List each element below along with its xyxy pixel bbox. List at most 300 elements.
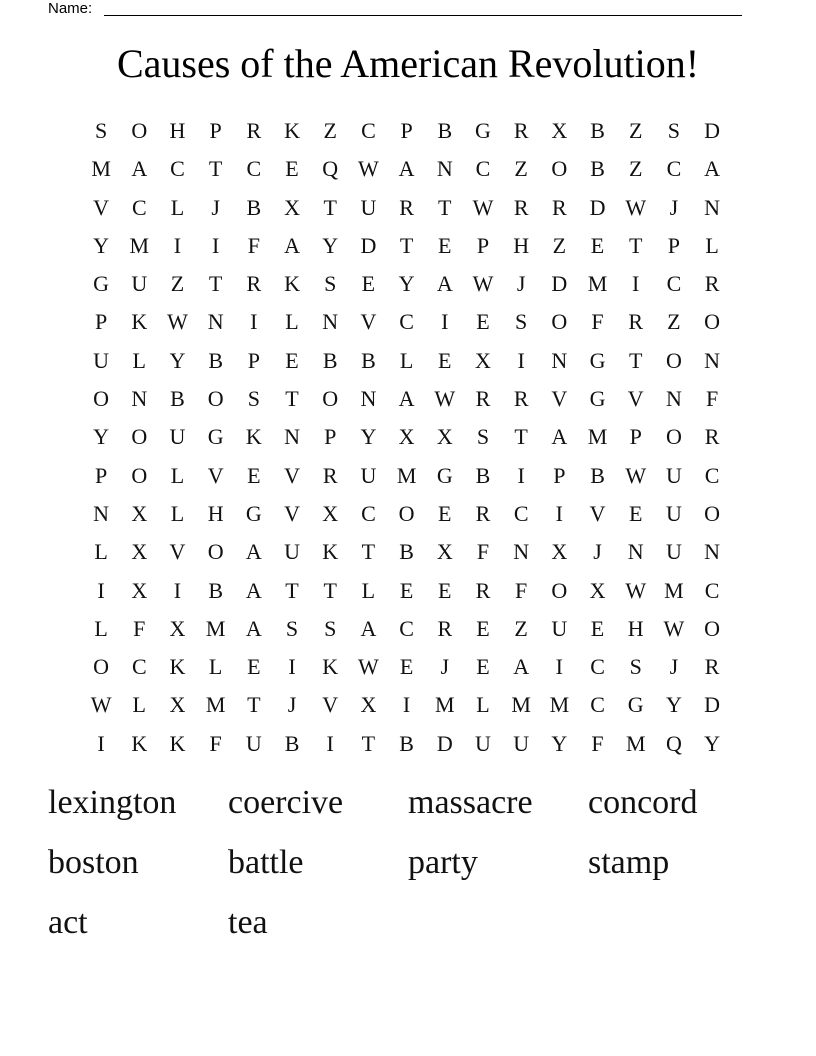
grid-letter: Y: [551, 730, 568, 756]
grid-letter: N: [627, 539, 644, 565]
grid-letter: T: [323, 577, 337, 603]
grid-letter: V: [360, 309, 377, 335]
grid-letter: X: [551, 539, 568, 565]
grid-letter: M: [435, 692, 455, 718]
grid-letter: Y: [398, 271, 415, 297]
grid-letter: Z: [170, 271, 185, 297]
grid-letter: O: [704, 615, 721, 641]
grid-letter: G: [589, 347, 606, 373]
word-list-item: concord: [588, 784, 698, 821]
grid-letter: W: [625, 194, 647, 220]
grid-letter: O: [704, 309, 721, 335]
grid-letter: A: [436, 271, 453, 297]
grid-row: [82, 648, 731, 686]
grid-letter: L: [399, 347, 414, 373]
grid-letter: T: [208, 156, 223, 182]
grid-letter: O: [398, 500, 415, 526]
grid-letter: M: [511, 692, 531, 718]
grid-row: [82, 725, 731, 763]
grid-letter: N: [131, 386, 148, 412]
grid-letter: R: [475, 500, 491, 526]
grid-letter: X: [169, 615, 186, 641]
grid-letter: X: [169, 692, 186, 718]
grid-letter: G: [436, 462, 453, 488]
grid-letter: I: [326, 730, 334, 756]
grid-letter: T: [628, 347, 643, 373]
grid-letter: O: [665, 424, 682, 450]
grid-letter: C: [475, 156, 491, 182]
grid-letter: C: [704, 462, 720, 488]
grid-letter: I: [288, 654, 296, 680]
grid-letter: L: [94, 615, 108, 641]
grid-letter: B: [437, 118, 453, 143]
grid-letter: A: [398, 386, 415, 412]
grid-letter: P: [629, 424, 642, 450]
grid-row: [82, 265, 731, 303]
grid-letter: F: [247, 232, 260, 258]
grid-letter: E: [361, 271, 376, 297]
grid-letter: C: [666, 271, 682, 297]
grid-letter: J: [211, 194, 220, 220]
grid-letter: E: [438, 232, 452, 258]
grid-row: [82, 457, 731, 495]
grid-letter: V: [93, 194, 110, 220]
grid-letter: V: [627, 386, 644, 412]
grid-letter: G: [475, 118, 491, 143]
grid-letter: B: [399, 539, 414, 565]
grid-letter: O: [704, 500, 721, 526]
grid-letter: M: [205, 692, 226, 718]
grid-letter: K: [169, 730, 186, 756]
grid-letter: I: [250, 309, 258, 335]
grid-letter: F: [476, 539, 490, 565]
grid-letter: T: [399, 232, 414, 258]
grid-letter: A: [284, 232, 300, 258]
grid-letter: T: [361, 730, 376, 756]
grid-letter: E: [590, 615, 605, 641]
grid-letter: L: [705, 232, 719, 258]
grid-letter: L: [476, 692, 490, 718]
grid-row: [82, 495, 731, 533]
name-underline: [104, 15, 742, 16]
grid-letter: B: [322, 347, 338, 373]
grid-letter: E: [247, 462, 261, 488]
grid-letter: I: [555, 500, 563, 526]
grid-letter: C: [361, 118, 376, 143]
grid-letter: A: [513, 654, 530, 680]
grid-letter: T: [247, 692, 261, 718]
word-search-grid: [82, 112, 731, 763]
grid-letter: V: [551, 386, 568, 412]
grid-letter: W: [663, 615, 685, 641]
grid-letter: G: [207, 424, 224, 450]
grid-letter: K: [322, 539, 339, 565]
word-list-item: tea: [228, 904, 268, 941]
grid-letter: N: [436, 156, 453, 182]
grid-letter: U: [360, 194, 377, 220]
grid-letter: V: [322, 692, 339, 718]
grid-letter: X: [131, 539, 148, 565]
grid-letter: I: [517, 462, 525, 488]
grid-letter: Z: [628, 156, 643, 182]
grid-letter: U: [665, 462, 682, 488]
grid-letter: K: [284, 118, 300, 143]
grid-letter: R: [628, 309, 644, 335]
grid-letter: U: [665, 539, 682, 565]
grid-letter: E: [476, 615, 490, 641]
grid-letter: H: [627, 615, 644, 641]
grid-letter: I: [632, 271, 640, 297]
grid-letter: L: [361, 577, 376, 603]
grid-letter: N: [665, 386, 682, 412]
word-list-item: coercive: [228, 784, 344, 821]
grid-letter: H: [513, 232, 530, 258]
grid-letter: C: [513, 500, 529, 526]
grid-letter: E: [438, 577, 452, 603]
grid-row: [82, 303, 731, 341]
grid-row: [82, 533, 731, 571]
grid-letter: V: [589, 500, 606, 526]
grid-letter: N: [704, 347, 721, 373]
grid-letter: Q: [322, 156, 339, 182]
grid-letter: W: [472, 271, 494, 297]
grid-letter: R: [704, 271, 720, 297]
grid-letter: O: [131, 462, 148, 488]
grid-letter: T: [208, 271, 223, 297]
grid-letter: T: [514, 424, 528, 450]
name-label: Name:: [48, 0, 93, 17]
grid-letter: S: [285, 615, 299, 641]
grid-letter: O: [665, 347, 682, 373]
grid-letter: A: [704, 156, 721, 182]
grid-letter: O: [93, 654, 110, 680]
grid-letter: O: [207, 386, 224, 412]
grid-letter: X: [436, 424, 453, 450]
grid-letter: I: [173, 232, 182, 258]
grid-row: [82, 686, 731, 724]
grid-letter: R: [513, 118, 529, 143]
grid-letter: T: [285, 386, 299, 412]
grid-letter: V: [169, 539, 186, 565]
grid-letter: M: [396, 462, 417, 488]
grid-letter: L: [94, 539, 108, 565]
grid-letter: R: [322, 462, 338, 488]
grid-letter: Y: [322, 232, 339, 258]
grid-letter: Z: [323, 118, 337, 143]
grid-letter: C: [590, 692, 605, 718]
grid-letter: R: [513, 386, 529, 412]
grid-letter: C: [246, 156, 262, 182]
grid-letter: N: [207, 309, 224, 335]
grid-letter: M: [664, 577, 684, 603]
grid-letter: N: [360, 386, 377, 412]
grid-letter: Z: [514, 615, 528, 641]
grid-letter: N: [322, 309, 339, 335]
grid-letter: S: [247, 386, 260, 412]
word-list-item: massacre: [408, 784, 533, 821]
grid-letter: J: [287, 692, 297, 718]
grid-letter: O: [322, 386, 339, 412]
grid-letter: H: [207, 500, 224, 526]
grid-letter: U: [284, 539, 300, 565]
grid-letter: P: [209, 118, 222, 143]
word-list-item: party: [408, 844, 478, 881]
name-field: [48, 0, 742, 18]
grid-row: [82, 610, 731, 648]
grid-letter: L: [170, 194, 185, 220]
grid-letter: G: [93, 271, 110, 297]
grid-letter: Z: [552, 232, 567, 258]
grid-letter: H: [169, 118, 186, 143]
grid-letter: K: [284, 271, 300, 297]
grid-letter: W: [625, 577, 647, 603]
grid-letter: P: [247, 347, 260, 373]
grid-letter: A: [245, 577, 262, 603]
grid-letter: I: [211, 232, 220, 258]
grid-letter: A: [551, 424, 568, 450]
grid-letter: I: [97, 577, 105, 603]
grid-letter: X: [475, 347, 491, 373]
grid-letter: D: [704, 692, 721, 718]
grid-letter: T: [438, 194, 452, 220]
grid-letter: N: [551, 347, 568, 373]
grid-letter: A: [360, 615, 377, 641]
grid-letter: X: [284, 194, 300, 220]
grid-letter: Z: [628, 118, 643, 143]
grid-letter: K: [322, 654, 339, 680]
word-list-item: boston: [48, 844, 139, 881]
grid-letter: R: [246, 271, 262, 297]
grid-letter: Z: [514, 156, 528, 182]
grid-letter: K: [131, 730, 148, 756]
grid-letter: J: [516, 271, 526, 297]
grid-letter: T: [285, 577, 299, 603]
grid-letter: K: [131, 309, 148, 335]
grid-letter: E: [247, 654, 261, 680]
grid-letter: I: [441, 309, 449, 335]
grid-letter: X: [131, 500, 148, 526]
grid-letter: X: [131, 577, 148, 603]
grid-letter: N: [284, 424, 300, 450]
grid-letter: E: [476, 654, 490, 680]
grid-letter: J: [593, 539, 602, 565]
grid-row: [82, 189, 731, 227]
grid-letter: N: [704, 194, 721, 220]
grid-letter: B: [590, 462, 605, 488]
grid-letter: G: [627, 692, 644, 718]
grid-letter: Q: [665, 730, 682, 756]
grid-letter: X: [436, 539, 453, 565]
grid-letter: B: [208, 347, 223, 373]
grid-letter: C: [361, 500, 376, 526]
grid-letter: I: [97, 730, 105, 756]
grid-letter: P: [553, 462, 566, 488]
grid-letter: Y: [169, 347, 186, 373]
grid-letter: F: [209, 730, 222, 756]
grid-letter: L: [285, 309, 299, 335]
grid-letter: K: [245, 424, 262, 450]
grid-letter: C: [131, 654, 147, 680]
grid-letter: S: [476, 424, 490, 450]
grid-letter: E: [399, 577, 414, 603]
grid-letter: P: [476, 232, 490, 258]
grid-letter: M: [587, 424, 608, 450]
grid-letter: W: [90, 692, 112, 718]
grid-letter: J: [669, 654, 679, 680]
grid-letter: C: [399, 615, 414, 641]
grid-letter: I: [517, 347, 525, 373]
page-title: Causes of the American Revolution!: [116, 41, 700, 86]
grid-letter: T: [361, 539, 376, 565]
grid-letter: E: [438, 500, 452, 526]
grid-letter: X: [551, 118, 568, 143]
grid-letter: L: [170, 500, 185, 526]
grid-letter: X: [360, 692, 377, 718]
grid-letter: M: [587, 271, 608, 297]
grid-letter: S: [324, 615, 337, 641]
grid-letter: I: [402, 692, 411, 718]
grid-letter: T: [323, 194, 337, 220]
grid-letter: F: [705, 386, 719, 412]
grid-letter: U: [93, 347, 110, 373]
grid-letter: L: [208, 654, 223, 680]
grid-letter: D: [360, 232, 377, 258]
grid-letter: P: [400, 118, 413, 143]
grid-letter: B: [590, 156, 605, 182]
grid-letter: A: [398, 156, 415, 182]
grid-letter: P: [94, 462, 108, 488]
word-list: [48, 778, 768, 958]
grid-letter: Y: [360, 424, 377, 450]
grid-letter: Y: [704, 730, 721, 756]
grid-letter: W: [358, 654, 379, 680]
grid-letter: L: [170, 462, 185, 488]
grid-letter: U: [245, 730, 262, 756]
grid-letter: L: [132, 347, 146, 373]
grid-letter: E: [285, 156, 299, 182]
grid-letter: C: [170, 156, 185, 182]
grid-letter: O: [551, 309, 568, 335]
grid-letter: Y: [93, 424, 110, 450]
grid-letter: E: [285, 347, 299, 373]
grid-letter: A: [245, 539, 262, 565]
grid-letter: E: [438, 347, 452, 373]
grid-letter: E: [628, 500, 643, 526]
grid-letter: M: [129, 232, 150, 258]
grid-letter: T: [628, 232, 643, 258]
grid-letter: M: [549, 692, 570, 718]
grid-row: [82, 227, 731, 265]
grid-letter: C: [666, 156, 682, 182]
grid-letter: R: [704, 424, 720, 450]
grid-letter: O: [131, 424, 148, 450]
grid-letter: N: [704, 539, 721, 565]
grid-letter: M: [205, 615, 226, 641]
word-list-item: act: [48, 904, 88, 941]
grid-letter: D: [704, 118, 721, 143]
grid-letter: N: [513, 539, 530, 565]
grid-letter: U: [169, 424, 186, 450]
grid-letter: R: [437, 615, 453, 641]
grid-letter: S: [94, 118, 108, 143]
grid-letter: A: [131, 156, 148, 182]
grid-letter: B: [170, 386, 185, 412]
grid-letter: U: [475, 730, 491, 756]
grid-letter: X: [322, 500, 339, 526]
grid-letter: C: [590, 654, 605, 680]
grid-letter: V: [284, 500, 300, 526]
grid-letter: E: [399, 654, 414, 680]
grid-letter: R: [399, 194, 414, 220]
grid-letter: D: [436, 730, 453, 756]
grid-letter: B: [475, 462, 491, 488]
word-list-item: stamp: [588, 844, 670, 881]
grid-letter: G: [589, 386, 606, 412]
grid-letter: X: [398, 424, 415, 450]
grid-row: [82, 112, 731, 150]
grid-letter: I: [173, 577, 182, 603]
grid-letter: J: [669, 194, 679, 220]
grid-letter: R: [475, 577, 491, 603]
grid-letter: B: [208, 577, 223, 603]
grid-letter: A: [245, 615, 262, 641]
grid-letter: C: [704, 577, 720, 603]
grid-letter: E: [590, 232, 605, 258]
grid-letter: Y: [93, 232, 110, 258]
grid-letter: F: [591, 730, 604, 756]
grid-letter: G: [245, 500, 262, 526]
grid-letter: U: [513, 730, 530, 756]
grid-letter: J: [440, 654, 450, 680]
grid-letter: O: [207, 539, 224, 565]
grid-letter: B: [361, 347, 376, 373]
grid-letter: F: [133, 615, 146, 641]
grid-row: [82, 150, 731, 188]
grid-letter: B: [246, 194, 262, 220]
grid-letter: U: [551, 615, 568, 641]
grid-letter: S: [629, 654, 642, 680]
grid-letter: N: [93, 500, 110, 526]
grid-letter: O: [93, 386, 110, 412]
grid-letter: L: [132, 692, 146, 718]
grid-letter: V: [284, 462, 300, 488]
grid-row: [82, 380, 731, 418]
grid-row: [82, 418, 731, 456]
grid-letter: X: [589, 577, 606, 603]
grid-row: [82, 342, 731, 380]
grid-letter: P: [94, 309, 108, 335]
grid-letter: B: [399, 730, 414, 756]
grid-letter: F: [591, 309, 604, 335]
grid-letter: R: [552, 194, 567, 220]
word-list-item: battle: [228, 844, 304, 881]
grid-letter: C: [131, 194, 147, 220]
grid-letter: M: [91, 156, 111, 182]
grid-letter: C: [399, 309, 414, 335]
grid-letter: O: [551, 577, 568, 603]
grid-letter: W: [167, 309, 188, 335]
grid-letter: S: [324, 271, 337, 297]
grid-letter: Z: [667, 309, 681, 335]
grid-letter: W: [625, 462, 647, 488]
grid-letter: F: [515, 577, 528, 603]
grid-letter: I: [555, 654, 563, 680]
grid-letter: D: [589, 194, 606, 220]
grid-letter: Y: [665, 692, 682, 718]
grid-row: [82, 572, 731, 610]
grid-letter: D: [551, 271, 568, 297]
grid-letter: E: [476, 309, 490, 335]
